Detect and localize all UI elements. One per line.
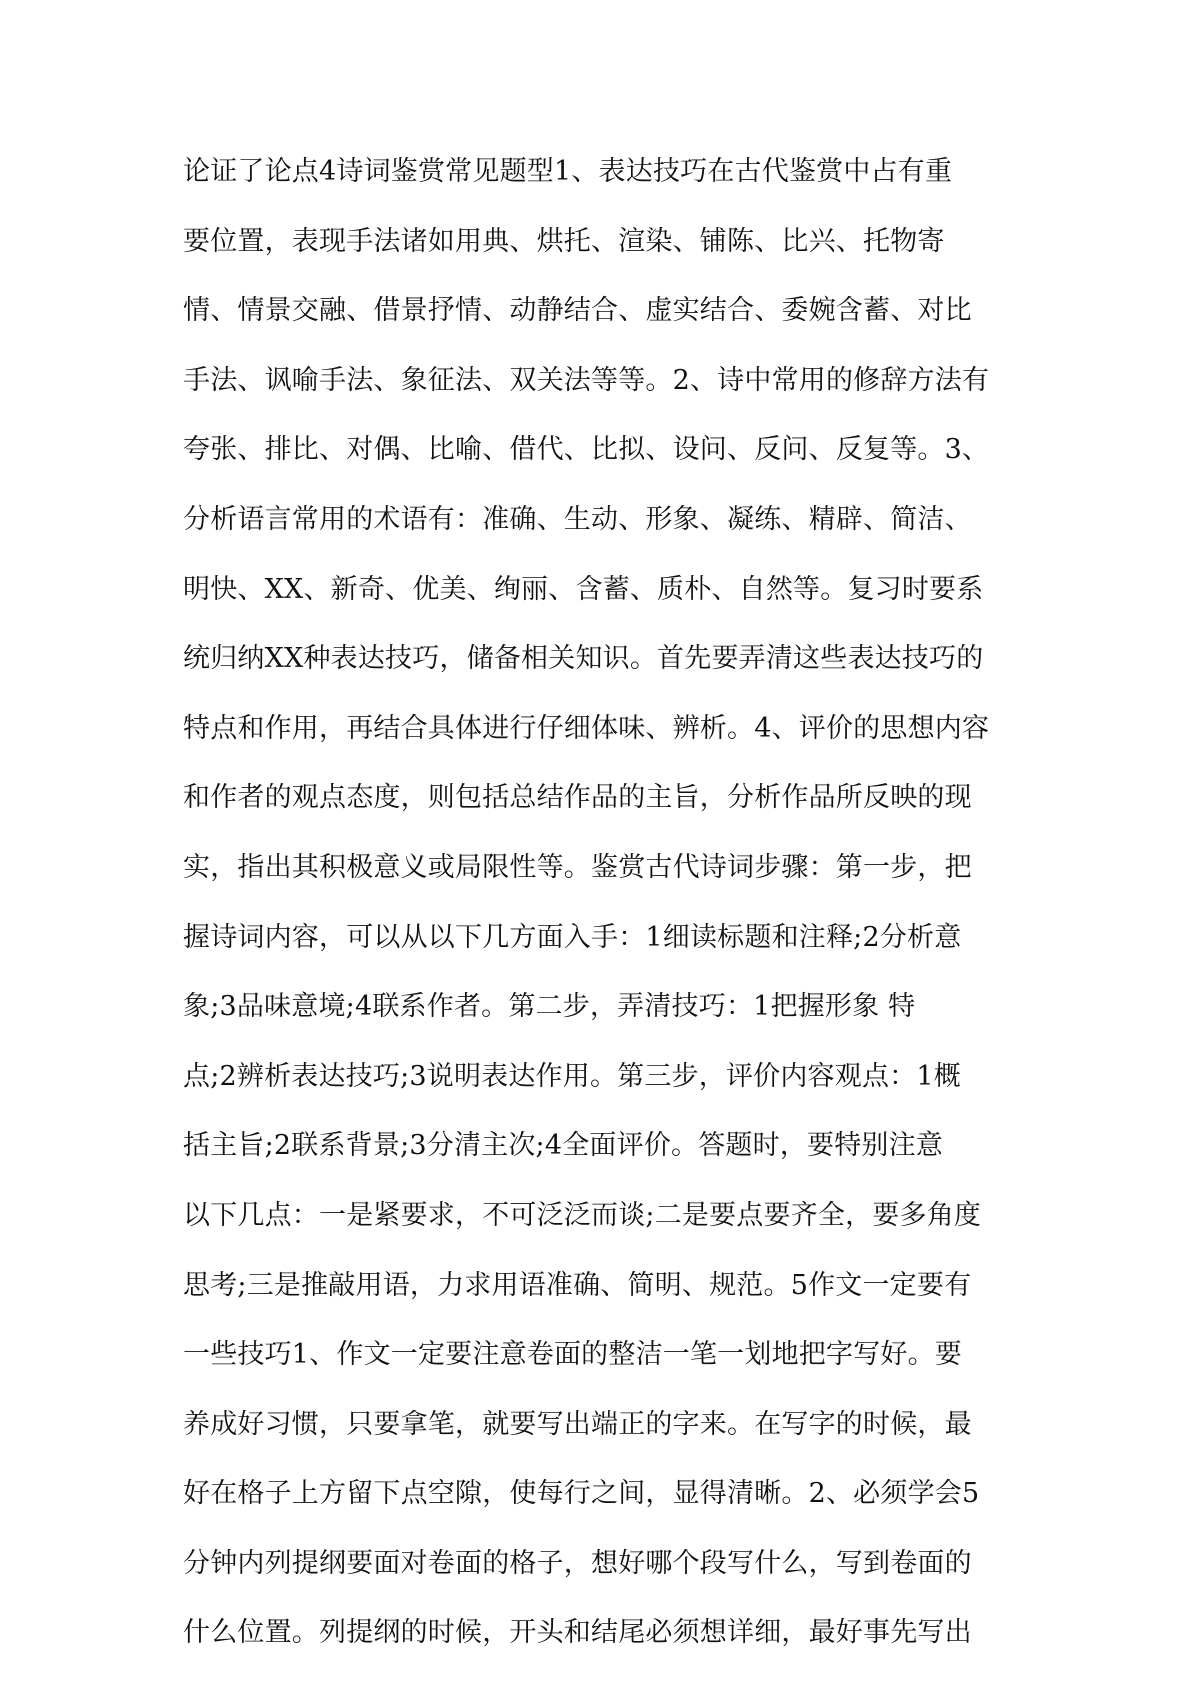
text-line: 思考;三是推敲用语，力求用语准确、简明、规范。5作文一定要有	[183, 1269, 972, 1301]
text-line: 象;3品味意境;4联系作者。第二步，弄清技巧：1把握形象 特	[183, 991, 916, 1023]
text-line: 括主旨;2联系背景;3分清主次;4全面评价。答题时，要特别注意	[183, 1130, 944, 1162]
text-line: 论证了论点4诗词鉴赏常见题型1、表达技巧在古代鉴赏中占有重	[183, 156, 953, 187]
text-line: 情、情景交融、借景抒情、动静结合、虚实结合、委婉含蓄、对比	[183, 295, 972, 327]
text-line: 分析语言常用的术语有：准确、生动、形象、凝练、精辟、简洁、	[183, 503, 972, 535]
text-line: 一些技巧1、作文一定要注意卷面的整洁一笔一划地把字写好。要	[183, 1339, 962, 1371]
body-text	[183, 150, 1043, 1681]
text-line: 实，指出其积极意义或局限性等。鉴赏古代诗词步骤：第一步，把	[183, 851, 972, 883]
text-line: 以下几点：一是紧要求，不可泛泛而谈;二是要点要齐全，要多角度	[183, 1199, 982, 1231]
text-line: 握诗词内容，可以从以下几方面入手：1细读标题和注释;2分析意	[183, 921, 962, 953]
text-line: 好在格子上方留下点空隙，使每行之间，显得清晰。2、必须学会5	[183, 1478, 980, 1510]
text-line: 和作者的观点态度，则包括总结作品的主旨，分析作品所反映的现	[183, 782, 972, 814]
text-line: 点;2辨析表达技巧;3说明表达作用。第三步，评价内容观点：1概	[183, 1060, 961, 1092]
text-line: 特点和作用，再结合具体进行仔细体味、辨析。4、评价的思想内容	[183, 712, 990, 744]
text-line: 手法、讽喻手法、象征法、双关法等等。2、诗中常用的修辞方法有	[183, 364, 990, 396]
text-line: 要位置，表现手法诸如用典、烘托、渲染、铺陈、比兴、托物寄	[183, 225, 945, 257]
text-line: 养成好习惯，只要拿笔，就要写出端正的字来。在写字的时候，最	[183, 1408, 972, 1440]
text-line: 统归纳XX种表达技巧，储备相关知识。首先要弄清这些表达技巧的	[183, 643, 984, 675]
text-line: 夸张、排比、对偶、比喻、借代、比拟、设问、反问、反复等。3、	[183, 434, 990, 466]
text-line: 什么位置。列提纲的时候，开头和结尾必须想详细，最好事先写出	[183, 1617, 972, 1649]
text-line: 明快、XX、新奇、优美、绚丽、含蓄、质朴、自然等。复习时要系	[183, 573, 984, 605]
text-line: 分钟内列提纲要面对卷面的格子，想好哪个段写什么，写到卷面的	[183, 1547, 972, 1579]
